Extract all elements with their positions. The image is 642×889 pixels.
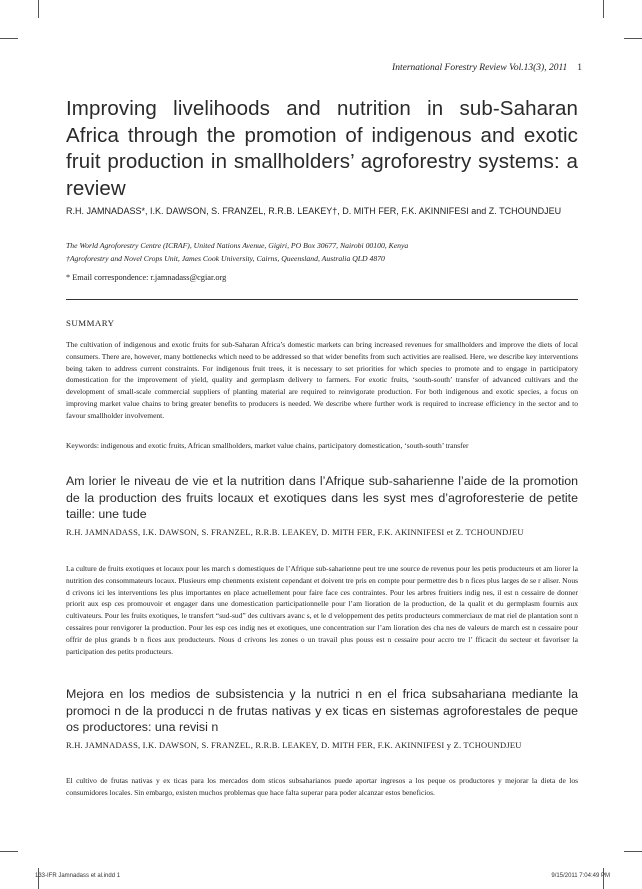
summary-text: The cultivation of indigenous and exotic fruits for sub-Saharan Africa’s domestic markets can bring increased revenues for smallholders and improve the diets of local consumers. There are, however, many bottlenecks which need to be addressed so that wider benefits from such activities are realised. Here, we describe key interventions being taken to address current constraints. For indigenous fruit trees, it is necessary to set priorities for which species to promote and to engage in participatory domestication for the improvement of yield, quality and germplasm delivery to farmers. For exotic fruits, ‘south-south’ transfer of advanced cultivars and the development of small-scale commercial suppliers of planting material are required to reinvigorate production. For both indigenous and exotic species, a focus on improving market value chains to bring greater benefits to producers is needed. We describe where further work is required to increase efficiency in the sector and to favour smallholder involvement. — [66, 340, 578, 420]
divider — [66, 299, 578, 300]
french-abstract: La culture de fruits exotiques et locaux pour les march s domestiques de l’Afrique sub-saharienne peut tre une source de revenus pour les petis producteurs et am liorer la nutrition des consommateurs locaux. Plusieurs emp chenments existent cependant et doivent tre pris en compte pour permettre des b n fices plus larges de se r aliser. Nous d crivons ici les interventions les plus importantes en place actuellement pour faire face ces contraintes. Pour les arbres fruitiers indig nes, il est n cessaire de donner priorit aux esp ces promouvoir et engager dans une domestication participationnelle pour l’am lioration de la production, de la qualit et du germplasm fournis aux cultivateurs. Pour les fruits exotiques, le transfert “sud-sud” des cultivars avanc s, et le d veloppement des petits producteurs commerciaux de mat riel de plantation sont n cessaires pour renvigorer la production. Pour les esp ces indig nes et exotiques, une concentration sur l’am lioration des cha nes de valeurs de march est n cessaire pour offrir de plus grands b n fices aux producteurs. Nous d crivons les zones o un travail plus pouss est n cessaire pour accro tre l’ fficacit du secteur et favoriser la participation des petits producteurs. — [66, 564, 578, 656]
french-title: Am lorier le niveau de vie et la nutrition dans l’Afrique sub-saharienne l’aide de la promotion de la production des fruits locaux et exotiques dans les syst mes d’agroforesterie de petite taille: une tude — [66, 474, 578, 521]
spanish-authors: R.H. JAMNADASS, I.K. DAWSON, S. FRANZEL, R.R.B. LEAKEY, D. MITH FER, F.K. AKINNIFESI y Z. TCHOUNDJEU — [66, 740, 522, 750]
crop-mark — [624, 851, 642, 852]
crop-mark — [624, 38, 642, 39]
french-authors: R.H. JAMNADASS, I.K. DAWSON, S. FRANZEL, R.R.B. LEAKEY, D. MITH FER, F.K. AKINNIFESI et Z. TCHOUNDJEU — [66, 527, 524, 537]
spanish-title: Mejora en los medios de subsistencia y la nutrici n en el frica subsahariana mediante la promoci n de la producci n de frutas nativas y ex ticas en sistemas agroforestales de peque os productores: una revisi n — [66, 687, 578, 734]
spanish-abstract: El cultivo de frutas nativas y ex ticas para los mercados dom sticos subsaharianos puede aportar ingresos a los peque os productores y mejorar la dieta de los consumidores locales. Sin embargo, existen muchos problemas que hace falta superar para poder alcanzar estos beneficios. — [66, 776, 578, 797]
summary-heading: SUMMARY — [66, 318, 115, 328]
keywords: Keywords: indigenous and exotic fruits, African smallholders, market value chains, participatory domestication, ‘south-south’ transfer — [66, 441, 469, 450]
running-header — [392, 63, 582, 73]
author-list: R.H. JAMNADASS*, I.K. DAWSON, S. FRANZEL, R.R.B. LEAKEY†, D. MITH FER, F.K. AKINNIFESI and Z. TCHOUNDJEU — [66, 206, 562, 216]
crop-mark — [0, 851, 18, 852]
footer-filename: 133-IFR Jamnadass et al.indd 1 — [35, 873, 121, 879]
affiliations — [66, 240, 578, 265]
article-title: Improving livelihoods and nutrition in sub-Saharan Africa through the promotion of indigenous and exotic fruit production in smallholders’ agroforestry systems: a review — [66, 97, 578, 200]
crop-mark — [603, 0, 604, 18]
footer-timestamp: 9/15/2011 7:04:49 PM — [551, 873, 610, 879]
crop-mark — [0, 38, 18, 39]
affiliation-icraf: The World Agroforestry Centre (ICRAF), United Nations Avenue, Gigiri, PO Box 30677, Nairobi 00100, Kenya — [66, 241, 409, 250]
affiliation-jcu: †Agroforestry and Novel Crops Unit, James Cook University, Cairns, Queensland, Australia QLD 4870 — [66, 253, 385, 263]
page-number: 1 — [577, 63, 582, 73]
journal-citation: International Forestry Review Vol.13(3), 2011 — [392, 63, 568, 73]
crop-mark — [38, 0, 39, 18]
correspondence-email: * Email correspondence: r.jamnadass@cgiar.org — [66, 273, 227, 282]
